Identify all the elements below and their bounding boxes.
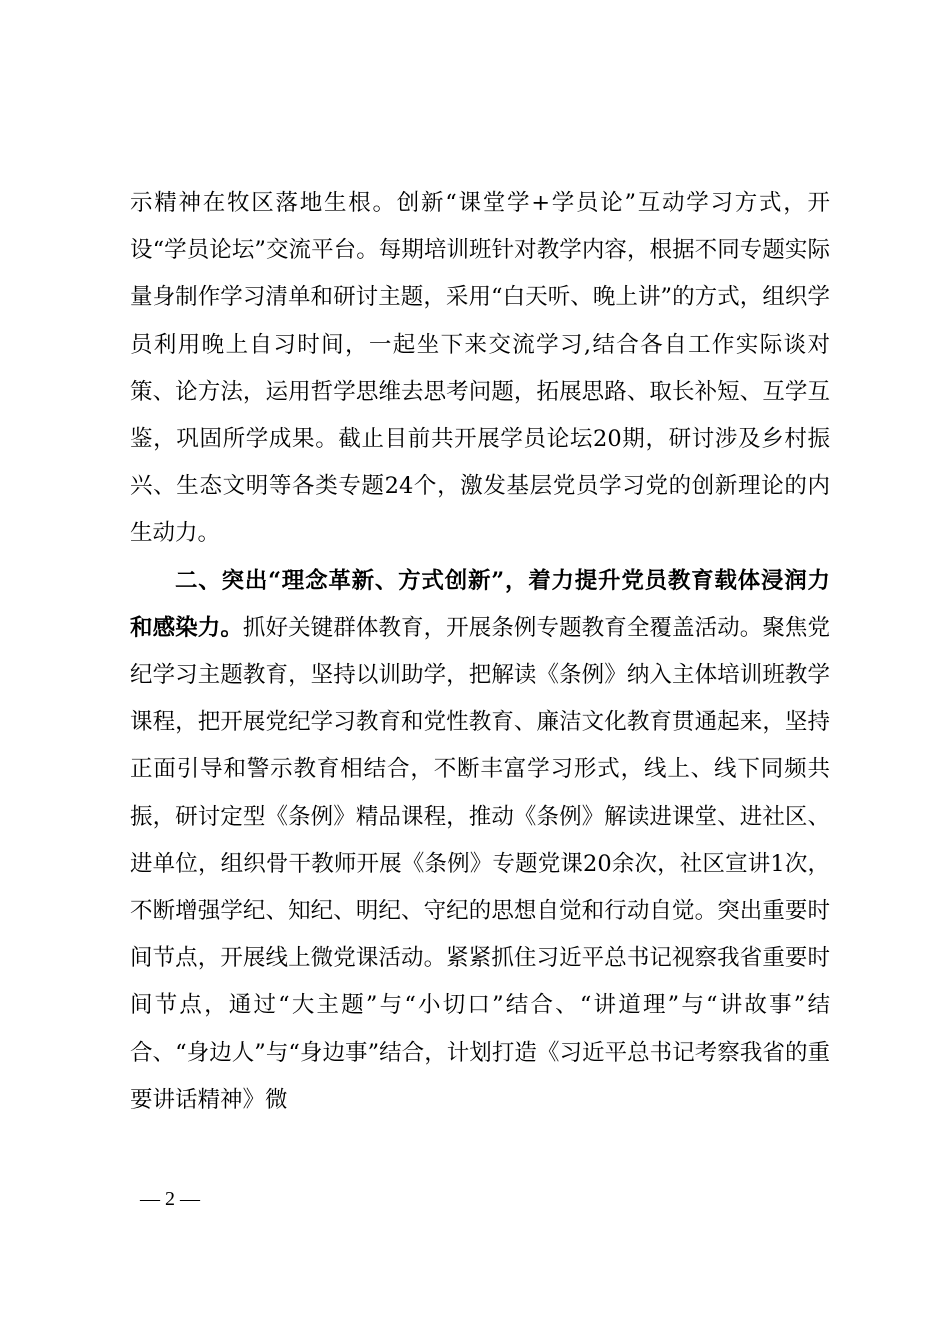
document-body [130, 180, 830, 1124]
paragraph-2 [130, 558, 830, 1124]
paragraph-2-body: 抓好关键群体教育，开展条例专题教育全覆盖活动。聚焦党纪学习主题教育，坚持以训助学，把解读《条例》纳入主体培训班教学课程，把开展党纪学习教育和党性教育、廉洁文化教育贯通起来，坚持正面引导和警示教育相结合，不断丰富学习形式，线上、线下同频共振，研讨定型《条例》精品课程，推动《条例》解读进课堂、进社区、进单位，组织骨干教师开展《条例》专题党课20余次，社区宣讲1次，不断增强学纪、知纪、明纪、守纪的思想自觉和行动自觉。突出重要时间节点，开展线上微党课活动。紧紧抓住习近平总书记视察我省重要时间节点，通过“大主题”与“小切口”结合、“讲道理”与“讲故事”结合、“身边人”与“身边事”结合，计划打造《习近平总书记考察我省的重要讲话精神》微 [130, 614, 830, 1113]
section-heading-2: 二、突出“理念革新、方式创新”，着力提升党员教育载体浸润力和感染力。 [130, 567, 830, 641]
paragraph-1: 示精神在牧区落地生根。创新“课堂学+学员论”互动学习方式，开设“学员论坛”交流平台。每期培训班针对教学内容，根据不同专题实际量身制作学习清单和研讨主题，采用“白天听、晚上讲”的方式，组织学员利用晚上自习时间，一起坐下来交流学习,结合各自工作实际谈对策、论方法，运用哲学思维去思考问题，拓展思路、取长补短、互学互鉴，巩固所学成果。截止目前共开展学员论坛20期，研讨涉及乡村振兴、生态文明等各类专题24个，激发基层党员学习党的创新理论的内生动力。 [130, 190, 830, 547]
page-number: — 2 — [140, 1188, 200, 1210]
